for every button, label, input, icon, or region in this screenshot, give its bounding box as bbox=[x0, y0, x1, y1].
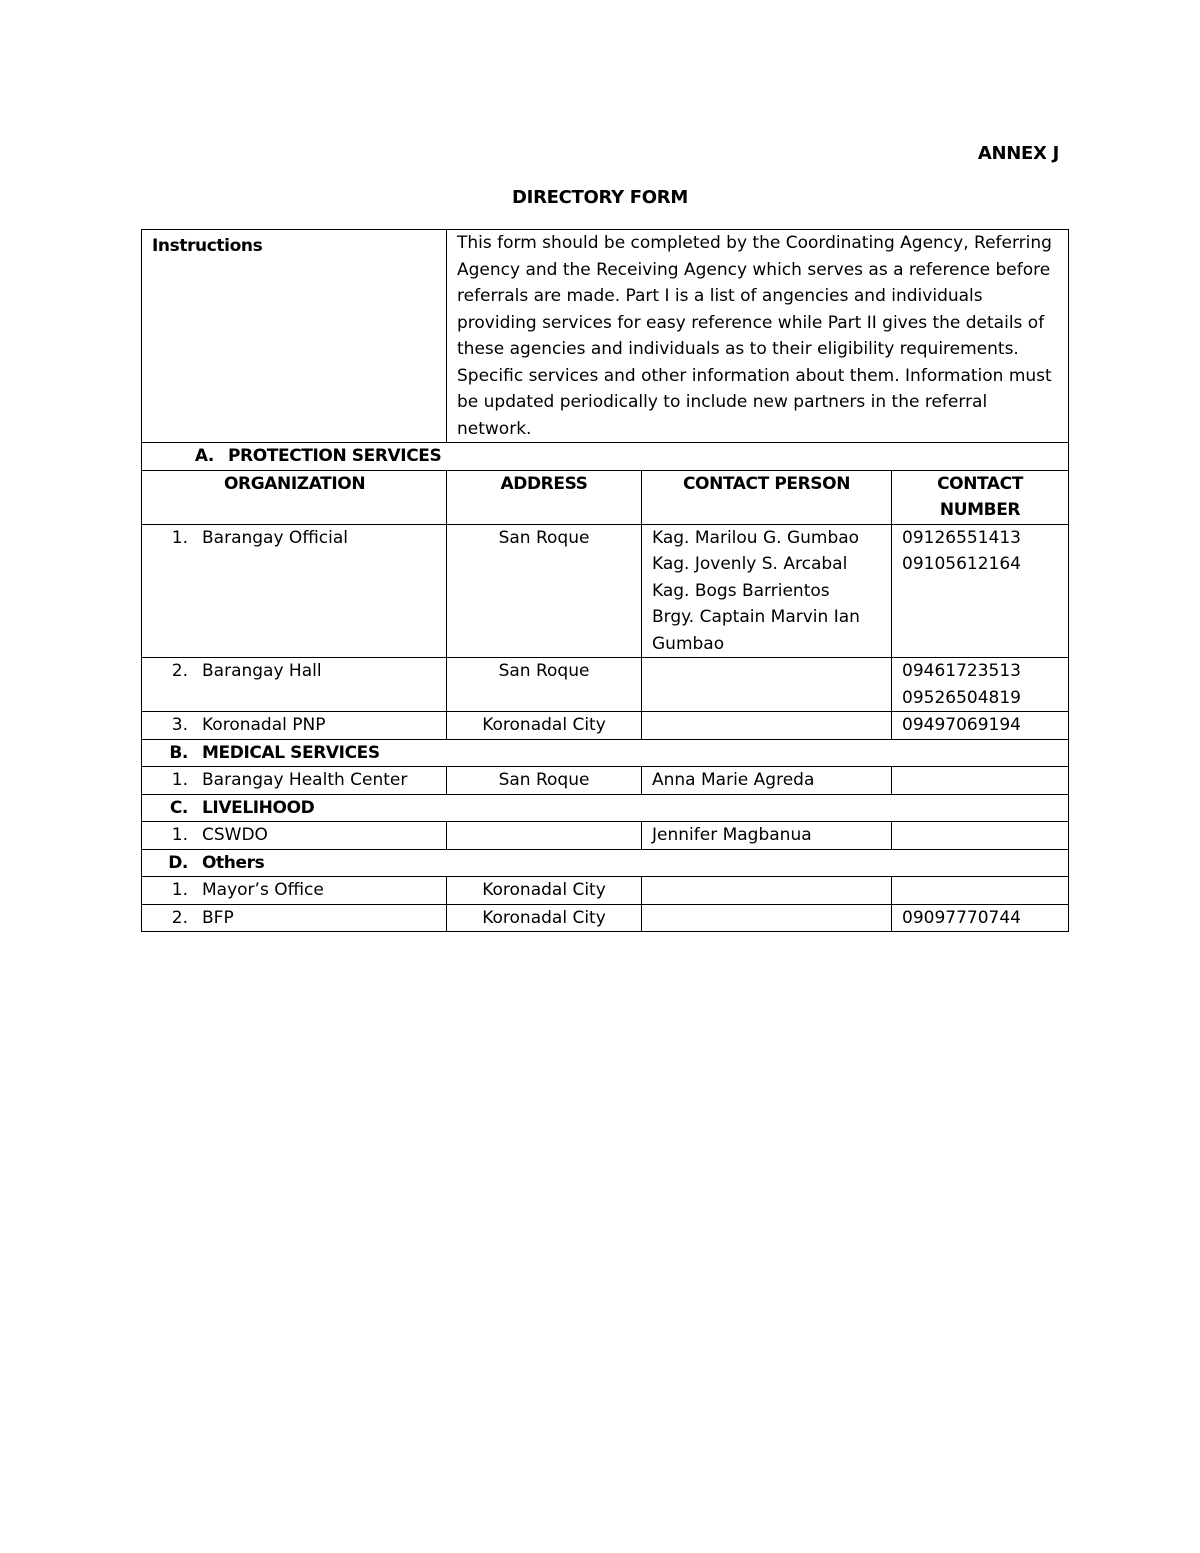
contact-number bbox=[892, 658, 1069, 712]
contact-person-line: Kag. Jovenly S. Arcabal bbox=[652, 554, 848, 574]
contact-person-line: Brgy. Captain Marvin Ian bbox=[652, 607, 860, 627]
organization-name: BFP bbox=[202, 907, 234, 928]
organization-name: Barangay Health Center bbox=[202, 770, 408, 790]
table-row bbox=[142, 822, 1069, 850]
section-letter: A. bbox=[194, 446, 214, 466]
column-header-contact-number bbox=[892, 470, 1069, 524]
annex-label: ANNEX J bbox=[977, 143, 1059, 164]
column-header-address: ADDRESS bbox=[447, 470, 642, 524]
contact-number-line: 09105612164 bbox=[902, 554, 1021, 574]
contact-person bbox=[642, 658, 892, 712]
contact-number bbox=[892, 767, 1069, 795]
contact-number bbox=[892, 877, 1069, 905]
instructions-label: Instructions bbox=[142, 230, 447, 443]
column-header-organization: ORGANIZATION bbox=[142, 470, 447, 524]
section-title: Others bbox=[202, 852, 265, 873]
address: Koronadal City bbox=[447, 712, 642, 740]
row-number: 1. bbox=[171, 880, 188, 900]
table-row bbox=[142, 904, 1069, 932]
contact-person-line: Gumbao bbox=[652, 633, 725, 654]
section-header bbox=[142, 849, 1069, 877]
section-title: PROTECTION SERVICES bbox=[228, 446, 442, 466]
row-number: 1. bbox=[171, 825, 188, 845]
contact-person-line: Kag. Marilou G. Gumbao bbox=[652, 527, 860, 548]
contact-person-line: Kag. Bogs Barrientos bbox=[652, 580, 830, 601]
section-title: MEDICAL SERVICES bbox=[202, 742, 380, 763]
contact-number bbox=[892, 524, 1069, 658]
row-number: 1. bbox=[171, 770, 188, 790]
section-letter: C. bbox=[169, 797, 188, 818]
table-row bbox=[142, 658, 1069, 712]
address: Koronadal City bbox=[447, 904, 642, 932]
address: Koronadal City bbox=[447, 877, 642, 905]
address: San Roque bbox=[447, 658, 642, 712]
organization-name: Barangay Official bbox=[202, 527, 348, 548]
section-header bbox=[142, 794, 1069, 822]
section-header bbox=[142, 443, 1069, 471]
page-title: DIRECTORY FORM bbox=[512, 187, 688, 208]
column-header-row bbox=[142, 470, 1069, 524]
section-title: LIVELIHOOD bbox=[202, 797, 315, 818]
table-row bbox=[142, 767, 1069, 795]
contact-person bbox=[642, 524, 892, 658]
contact-person bbox=[642, 877, 892, 905]
instructions-row bbox=[142, 230, 1069, 443]
organization-name: CSWDO bbox=[202, 825, 268, 845]
directory-table bbox=[141, 229, 1069, 932]
table-row bbox=[142, 524, 1069, 658]
contact-number-line: 09461723513 bbox=[902, 661, 1021, 681]
contact-number: 09097770744 bbox=[892, 904, 1069, 932]
row-number: 3. bbox=[171, 715, 188, 735]
column-header-contact-number-line: NUMBER bbox=[939, 500, 1021, 520]
instructions-text: This form should be completed by the Coordinating Agency, Referring Agency and the Receiving Agency which serves as a reference before referrals are made. Part I is a list of angencies and individuals providing services for easy reference while Part II gives the details of these agencies and individuals as to their eligibility requirements. Specific services and other information about them. Information must be updated periodically to include new partners in the referral network. bbox=[447, 230, 1069, 443]
contact-person bbox=[642, 904, 892, 932]
column-header-contact-person: CONTACT PERSON bbox=[642, 470, 892, 524]
address bbox=[447, 822, 642, 850]
contact-number: 09497069194 bbox=[892, 712, 1069, 740]
contact-person: Anna Marie Agreda bbox=[642, 767, 892, 795]
organization-name: Barangay Hall bbox=[202, 661, 322, 681]
table-row bbox=[142, 877, 1069, 905]
contact-number bbox=[892, 822, 1069, 850]
contact-number-line: 09126551413 bbox=[902, 527, 1021, 548]
section-letter: B. bbox=[169, 742, 188, 763]
address: San Roque bbox=[447, 524, 642, 658]
contact-person bbox=[642, 712, 892, 740]
contact-number-line: 09526504819 bbox=[902, 687, 1021, 708]
section-header bbox=[142, 739, 1069, 767]
organization-name: Koronadal PNP bbox=[202, 715, 326, 735]
row-number: 2. bbox=[171, 907, 188, 928]
address: San Roque bbox=[447, 767, 642, 795]
contact-person: Jennifer Magbanua bbox=[642, 822, 892, 850]
table-row bbox=[142, 712, 1069, 740]
row-number: 1. bbox=[171, 527, 188, 548]
column-header-contact-number-line: CONTACT bbox=[937, 473, 1023, 494]
section-letter: D. bbox=[168, 852, 188, 873]
organization-name: Mayor’s Office bbox=[202, 880, 324, 900]
row-number: 2. bbox=[171, 661, 188, 681]
